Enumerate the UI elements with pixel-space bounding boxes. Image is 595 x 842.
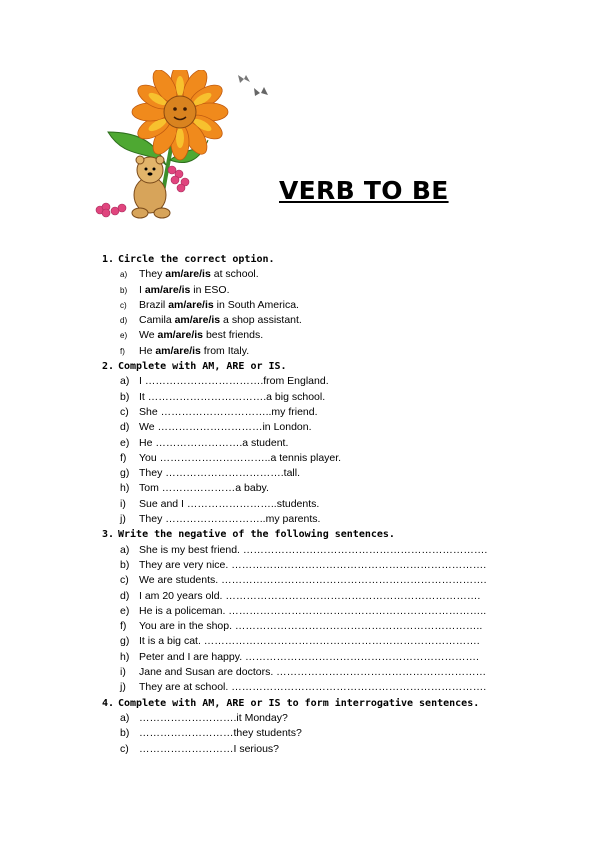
sunflower-clipart <box>80 70 280 230</box>
item-marker: a) <box>120 270 128 280</box>
section-heading <box>102 252 502 267</box>
section-heading <box>102 359 502 374</box>
item-options: am/are/is <box>157 329 204 342</box>
item-marker: i) <box>120 666 126 679</box>
item-marker: h) <box>120 650 130 663</box>
item-marker: i) <box>120 497 126 510</box>
item-text: from Italy. <box>200 344 250 357</box>
list-item <box>102 451 502 466</box>
list-item <box>102 466 502 481</box>
item-text: It …………………………….a big school. <box>139 390 326 403</box>
list-item <box>102 267 502 282</box>
item-marker: f) <box>120 346 125 356</box>
section-heading <box>102 696 502 711</box>
item-marker: e) <box>120 604 130 617</box>
list-item <box>102 390 502 405</box>
item-marker: b) <box>120 727 130 740</box>
list-item <box>102 558 502 573</box>
item-text: They are at school. ………………………………………………………………. <box>139 681 487 694</box>
item-options: am/are/is <box>155 344 201 357</box>
item-marker: c) <box>120 574 129 587</box>
item-text: a shop assistant. <box>220 314 302 327</box>
item-marker: h) <box>120 482 130 495</box>
list-item <box>102 650 502 665</box>
list-item <box>102 497 502 512</box>
item-text: ……………………….it Monday? <box>139 711 288 724</box>
item-marker: e) <box>120 436 130 449</box>
list-item <box>102 328 502 343</box>
item-marker: b) <box>120 390 130 403</box>
item-text: We …………………………in London. <box>139 421 312 434</box>
item-text: He <box>139 344 156 357</box>
item-text: Brazil <box>139 298 169 311</box>
list-item <box>102 436 502 451</box>
item-marker: g) <box>120 467 130 480</box>
item-marker: a) <box>120 711 130 724</box>
butterfly-icon <box>238 75 250 83</box>
item-text: She is my best friend. ……………………………………………………………. <box>139 543 488 556</box>
item-marker: c) <box>120 405 129 418</box>
section-heading <box>102 527 502 542</box>
item-text: They …………………………….tall. <box>139 467 301 480</box>
item-marker: c) <box>120 300 127 310</box>
item-marker: b) <box>120 558 130 571</box>
item-text: She …………………………..my friend. <box>139 405 318 418</box>
list-item <box>102 711 502 726</box>
list-item <box>102 604 502 619</box>
section-heading-text: Complete with AM, ARE or IS. <box>118 361 287 373</box>
item-text: Tom …………………a baby. <box>139 482 269 495</box>
item-text: best friends. <box>203 329 264 342</box>
list-item <box>102 573 502 588</box>
item-marker: f) <box>120 451 127 464</box>
list-item <box>102 726 502 741</box>
list-item <box>102 665 502 680</box>
item-text: I <box>139 283 145 296</box>
item-marker: a) <box>120 543 130 556</box>
list-item <box>102 283 502 298</box>
item-options: am/are/is <box>174 314 221 327</box>
list-item <box>102 344 502 359</box>
section-number: 1. <box>102 254 115 265</box>
item-text: in ESO. <box>190 283 230 296</box>
item-text: You …………………………..a tennis player. <box>139 451 342 464</box>
exercise-list <box>102 252 502 757</box>
item-text: Sue and I ……………………..students. <box>139 497 320 510</box>
list-item <box>102 420 502 435</box>
list-item <box>102 589 502 604</box>
section-heading-text: Circle the correct option. <box>118 254 275 265</box>
list-item <box>102 374 502 389</box>
item-options: am/are/is <box>168 298 214 311</box>
item-text: Camila <box>139 314 175 327</box>
list-item <box>102 481 502 496</box>
page-title: VERB TO BE <box>279 176 449 205</box>
item-text: in South America. <box>213 298 299 311</box>
item-text: ………………………I serious? <box>139 742 280 755</box>
item-marker: g) <box>120 635 130 648</box>
item-text: Jane and Susan are doctors. …………………………………………………… <box>139 666 487 679</box>
section-heading-text: Complete with AM, ARE or IS to form interrogative sentences. <box>118 697 480 709</box>
butterfly-icon <box>254 87 268 96</box>
item-marker: c) <box>120 742 129 755</box>
list-item <box>102 298 502 313</box>
item-text: You are in the shop. …………………………………………………………….. <box>139 620 483 633</box>
list-item <box>102 619 502 634</box>
item-text: He is a policeman. ……………………………………………………………….. <box>139 604 487 617</box>
item-marker: d) <box>120 316 128 326</box>
item-options: am/are/is <box>144 283 191 296</box>
item-text: I …………………………….from England. <box>139 375 329 388</box>
list-item <box>102 512 502 527</box>
item-marker: e) <box>120 331 128 341</box>
item-marker: f) <box>120 620 127 633</box>
item-text: Peter and I are happy. …………………………………………………………. <box>139 650 479 663</box>
list-item <box>102 405 502 420</box>
list-item <box>102 742 502 757</box>
list-item <box>102 680 502 695</box>
section-number: 2. <box>102 361 115 373</box>
item-text: They <box>139 268 166 281</box>
item-marker: j) <box>120 681 126 694</box>
item-marker: d) <box>120 589 130 602</box>
item-options: am/are/is <box>165 268 211 281</box>
item-text: They ………………………..my parents. <box>139 513 321 526</box>
item-text: I am 20 years old. ………………………………………………………………. <box>139 589 481 602</box>
item-text: They are very nice. ………………………………………………………………. <box>139 558 487 571</box>
item-text: It is a big cat. ……………………………………………………………………. <box>139 635 480 648</box>
list-item <box>102 543 502 558</box>
item-marker: b) <box>120 285 128 295</box>
item-marker: a) <box>120 375 130 388</box>
section-number: 3. <box>102 529 115 541</box>
item-text: ………………………they students? <box>139 727 302 740</box>
item-marker: d) <box>120 421 130 434</box>
list-item <box>102 313 502 328</box>
list-item <box>102 634 502 649</box>
item-text: We are students. …………………………………………………………………. <box>139 574 487 587</box>
section-number: 4. <box>102 697 115 709</box>
item-text: He …………………….a student. <box>139 436 289 449</box>
section-heading-text: Write the negative of the following sentences. <box>118 529 395 541</box>
item-text: at school. <box>210 268 259 281</box>
item-text: We <box>139 329 158 342</box>
item-marker: j) <box>120 513 126 526</box>
